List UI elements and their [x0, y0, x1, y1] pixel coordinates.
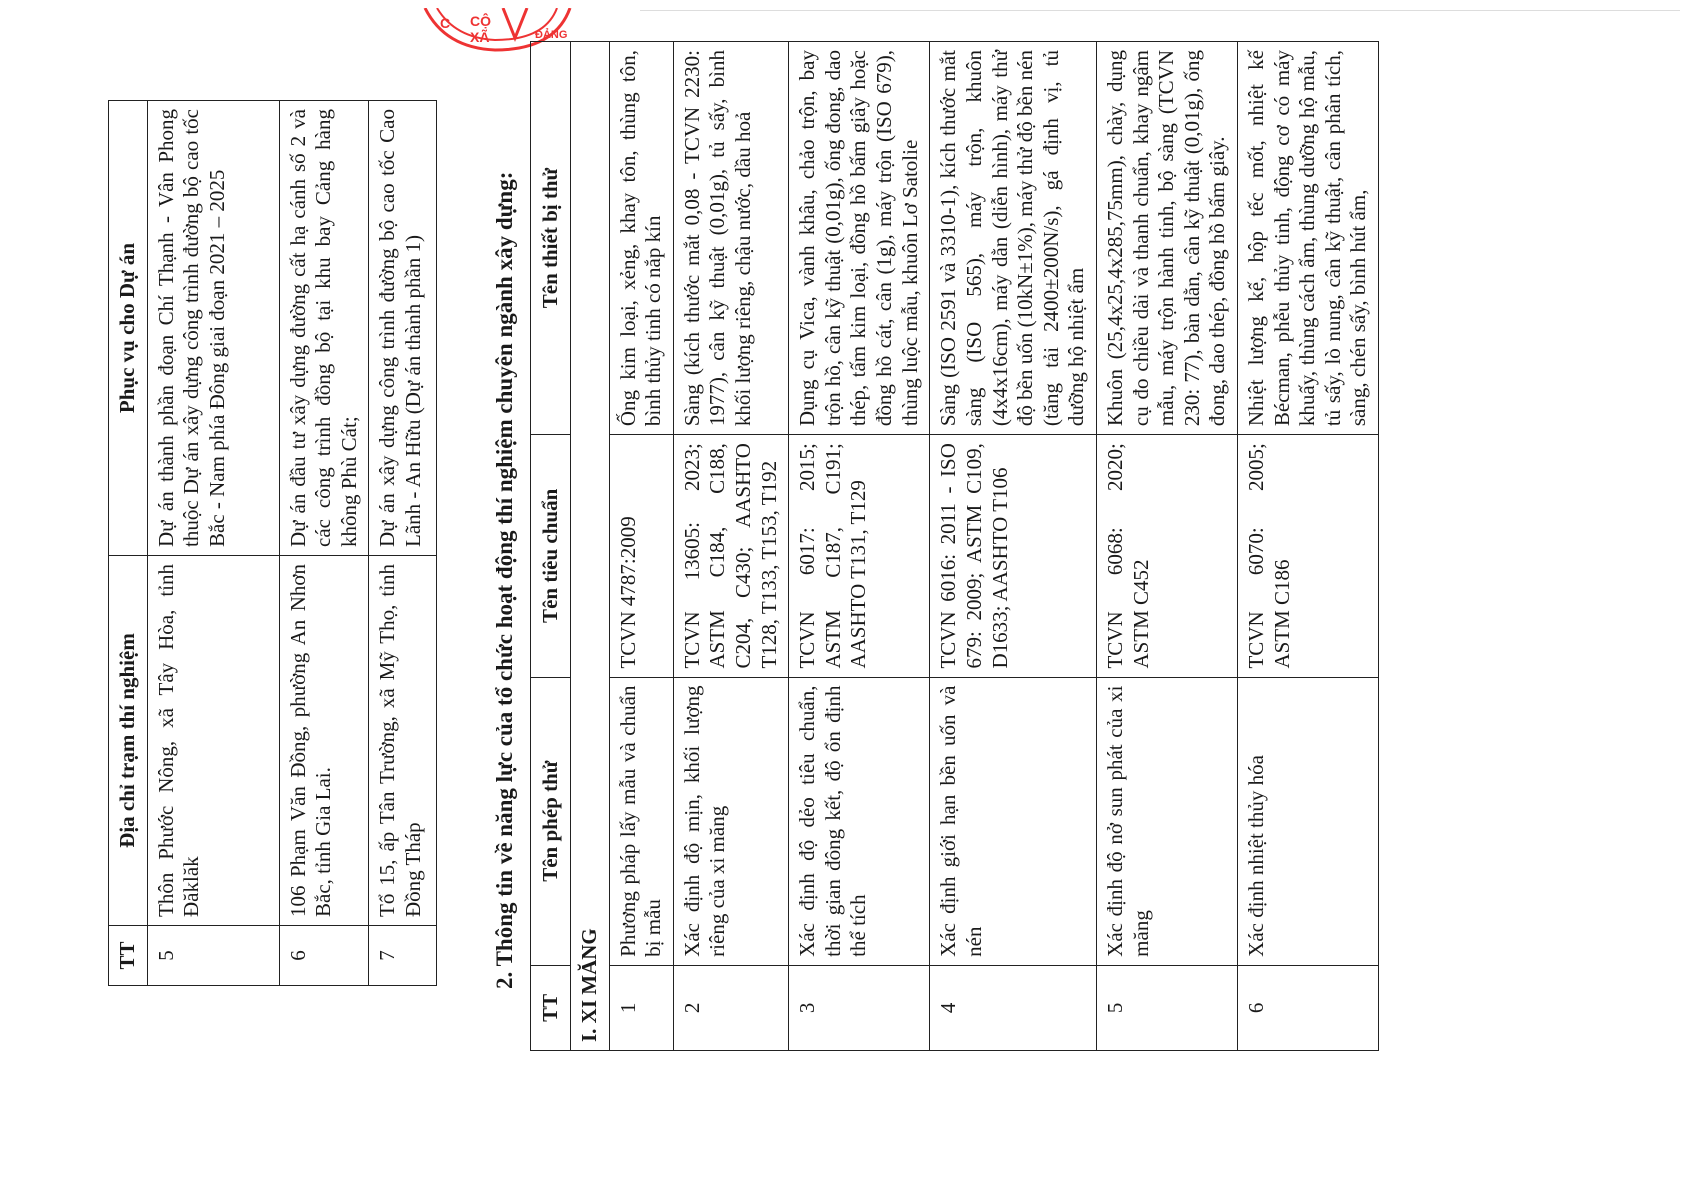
row-equipment: Sàng (kích thước mắt 0,08 - TCVN 2230: 1977), cân kỹ thuật (0,01g), tủ sấy, bình khối lượng riêng, chậu nước, dầu hoả	[673, 42, 788, 435]
table-row	[147, 101, 279, 986]
row-equipment: Nhiệt lượng kế, hộp tếc mốt, nhiệt kế Bécman, phễu thủy tinh, động cơ có máy khuấy, thùng cách ẩm, thùng dưỡng hộ mẫu, tủ sấy, lò nung, cân kỹ thuật, cân phân tích, sàng, chén sấy, bình hút ẩm,	[1238, 42, 1379, 435]
row-tt: 6	[279, 926, 369, 986]
header-standard: Tên tiêu chuẩn	[531, 435, 571, 677]
row-test: Xác định độ mịn, khối lượng riêng của xi măng	[673, 677, 788, 965]
svg-text:XÃ: XÃ	[470, 29, 490, 45]
header-equipment: Tên thiết bị thử	[531, 42, 571, 435]
row-project: Dự án xây dựng công trình đường bộ cao tốc Cao Lãnh - An Hữu (Dự án thành phần 1)	[369, 101, 437, 556]
row-test: Phương pháp lấy mẫu và chuẩn bị mẫu	[609, 677, 673, 965]
row-address: Thôn Phước Nông, xã Tây Hòa, tỉnh Đăklăk	[147, 556, 279, 926]
row-equipment: Dụng cụ Vica, vành khâu, chảo trộn, bay trộn hồ, cân kỹ thuật (0,01g), ống đong, dao thép, tấm kim loại, đồng hồ bấm giây hoặc đồng hồ cát, cân (1g), máy trộn (ISO 679), thùng luộc mẫu, khuôn Lơ Satolie	[789, 42, 930, 435]
row-standard: TCVN 6068: 2020; ASTM C452	[1096, 435, 1237, 677]
header-address: Địa chỉ trạm thí nghiệm	[109, 556, 148, 926]
row-tt: 5	[1096, 965, 1237, 1050]
row-project: Dự án thành phần đoạn Chí Thạnh - Vân Phong thuộc Dự án xây dựng công trình đường bộ cao tốc Bắc - Nam phía Đông giai đoạn 2021 – 2025	[147, 101, 279, 556]
lab-station-table	[108, 100, 437, 986]
header-test: Tên phép thử	[531, 677, 571, 965]
row-standard: TCVN 6016: 2011 - ISO 679: 2009; ASTM C109, D1633; AASHTO T106	[930, 435, 1097, 677]
row-equipment: Khuôn (25,4x25,4x285,75mm), chày, dụng cụ đo chiều dài và thanh chuẩn, khay ngâm mẫu, máy trộn hành tinh, bộ sàng (TCVN 230: 77), bàn dằn, cân kỹ thuật (0,01g), ống đong, dao thép, đồng hồ bấm giây.	[1096, 42, 1237, 435]
row-address: 106 Phạm Văn Đồng, phường An Nhơn Bắc, tỉnh Gia Lai.	[279, 556, 369, 926]
row-test: Xác định giới hạn bền uốn và nén	[930, 677, 1097, 965]
table-row	[789, 42, 930, 1051]
header-tt: TT	[531, 965, 571, 1050]
row-project: Dự án đầu tư xây dựng đường cất hạ cánh số 2 và các công trình đồng bộ tại khu bay Cảng hàng không Phù Cát;	[279, 101, 369, 556]
row-tt: 4	[930, 965, 1097, 1050]
row-standard: TCVN 6070: 2005; ASTM C186	[1238, 435, 1379, 677]
row-standard: TCVN 13605: 2023; ASTM C184, C188, C204, C430; AASHTO T128, T133, T153, T192	[673, 435, 788, 677]
test-capability-table	[530, 41, 1379, 1051]
row-equipment: Ống kim loại, xẻng, khay tôn, thùng tôn, bình thủy tinh có nắp kín	[609, 42, 673, 435]
table-header-row	[531, 42, 571, 1051]
row-equipment: Sàng (ISO 2591 và 3310-1), kích thước mắt sàng (ISO 565), máy trộn, khuôn (4x4x16cm), máy dằn (diễn hình), máy thử độ bền uốn (10kN±1%), máy thử độ bền nén (tăng tải 2400±200N/s), gá định vị, tủ dưỡng hộ nhiệt ẩm	[930, 42, 1097, 435]
row-tt: 6	[1238, 965, 1379, 1050]
row-test: Xác định nhiệt thủy hóa	[1238, 677, 1379, 965]
row-tt: 2	[673, 965, 788, 1050]
svg-text:ĐẢNG: ĐẢNG	[535, 29, 568, 41]
section-label: I. XI MĂNG	[571, 42, 610, 1051]
row-tt: 5	[147, 926, 279, 986]
header-tt: TT	[109, 926, 148, 986]
table-row	[1096, 42, 1237, 1051]
header-project: Phục vụ cho Dự án	[109, 101, 148, 556]
row-tt: 7	[369, 926, 437, 986]
section-heading: 2. Thông tin về năng lực của tổ chức hoạt động thí nghiệm chuyên ngành xây dựng:	[492, 171, 517, 989]
row-test: Xác định độ dẻo tiêu chuẩn, thời gian đông kết, độ ổn định thể tích	[789, 677, 930, 965]
section-row	[571, 42, 610, 1051]
row-tt: 1	[609, 965, 673, 1050]
table-row	[1238, 42, 1379, 1051]
row-test: Xác định độ nở sun phát của xi măng	[1096, 677, 1237, 965]
table-row	[369, 101, 437, 986]
table-row	[609, 42, 673, 1051]
row-address: Tổ 15, ấp Tân Trường, xã Mỹ Thọ, tỉnh Đồng Tháp	[369, 556, 437, 926]
row-standard: TCVN 6017: 2015; ASTM C187, C191; AASHTO T131, T129	[789, 435, 930, 677]
row-tt: 3	[789, 965, 930, 1050]
svg-text:CỘ: CỘ	[470, 13, 491, 29]
svg-text:C: C	[440, 15, 451, 31]
table-row	[673, 42, 788, 1051]
table-header-row	[109, 101, 148, 986]
table-row	[279, 101, 369, 986]
row-standard: TCVN 4787:2009	[609, 435, 673, 677]
table-row	[930, 42, 1097, 1051]
